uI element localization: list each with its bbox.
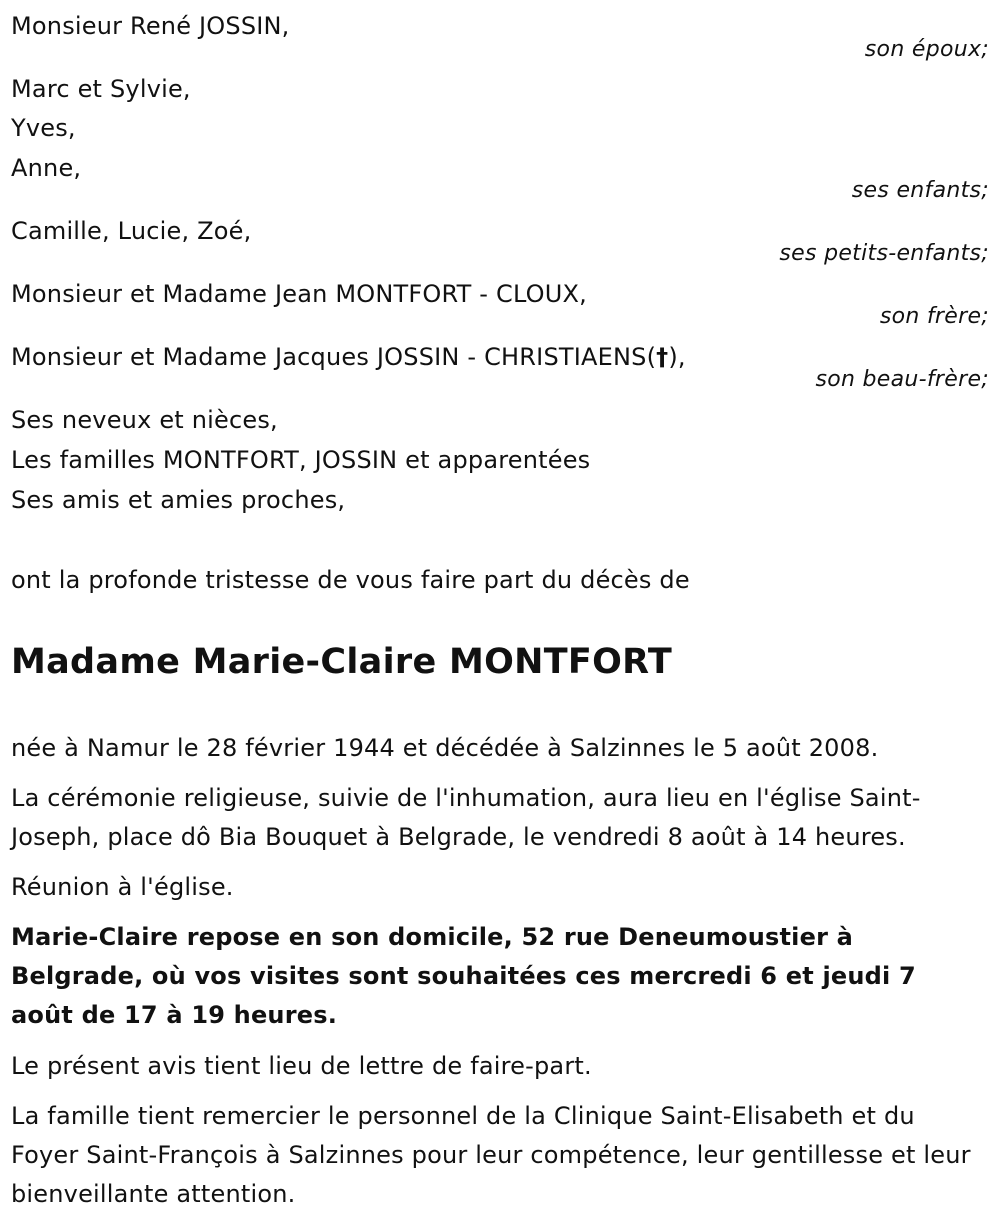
visits-paragraph: Marie-Claire repose en son domicile, 52 rue Deneumoustier à Belgrade, où vos visites sont souhaitées ces mercredi 6 et jeudi 7 août de 17 à 19 heures.: [11, 923, 916, 1029]
reunion-paragraph: Réunion à l'église.: [11, 873, 234, 901]
ceremony-paragraph: La cérémonie religieuse, suivie de l'inhumation, aura lieu en l'église Saint-Joseph, place dô Bia Bouquet à Belgrade, le vendredi 8 août à 14 heures.: [11, 784, 921, 851]
others-line-1: Ses neveux et nièces,: [11, 406, 278, 434]
thanks-paragraph: La famille tient remercier le personnel de la Clinique Saint-Elisabeth et du Foyer Saint-François à Salzinnes pour leur compétence, leur gentillesse et leur bienveillante attention.: [11, 1102, 971, 1208]
notice-paragraph: Le présent avis tient lieu de lettre de faire-part.: [11, 1052, 592, 1080]
children-role: ses enfants;: [851, 178, 989, 203]
children-line-3: Anne,: [11, 154, 82, 182]
birth-death-paragraph: née à Namur le 28 février 1944 et décédée à Salzinnes le 5 août 2008.: [11, 734, 879, 762]
brother-in-law-name-end: ),: [668, 343, 686, 371]
brother-in-law-line: [11, 342, 686, 372]
brother-name: Monsieur et Madame Jean MONTFORT - CLOUX,: [11, 280, 587, 308]
announcement-text: ont la profonde tristesse de vous faire part du décès de: [11, 566, 690, 594]
deceased-cross-icon: †: [656, 343, 669, 371]
children-line-1: Marc et Sylvie,: [11, 75, 191, 103]
children-line-2: Yves,: [11, 114, 76, 142]
spouse-role: son époux;: [864, 37, 989, 62]
others-line-2: Les familles MONTFORT, JOSSIN et apparentées: [11, 446, 591, 474]
others-line-3: Ses amis et amies proches,: [11, 486, 346, 514]
grandchildren-role: ses petits-enfants;: [779, 241, 989, 266]
spouse-name: Monsieur René JOSSIN,: [11, 12, 290, 40]
brother-in-law-name: Monsieur et Madame Jacques JOSSIN - CHRISTIAENS(: [11, 343, 657, 371]
grandchildren-names: Camille, Lucie, Zoé,: [11, 217, 252, 245]
deceased-name-heading: Madame Marie-Claire MONTFORT: [11, 642, 673, 682]
brother-in-law-role: son beau-frère;: [815, 367, 989, 392]
brother-role: son frère;: [879, 304, 989, 329]
